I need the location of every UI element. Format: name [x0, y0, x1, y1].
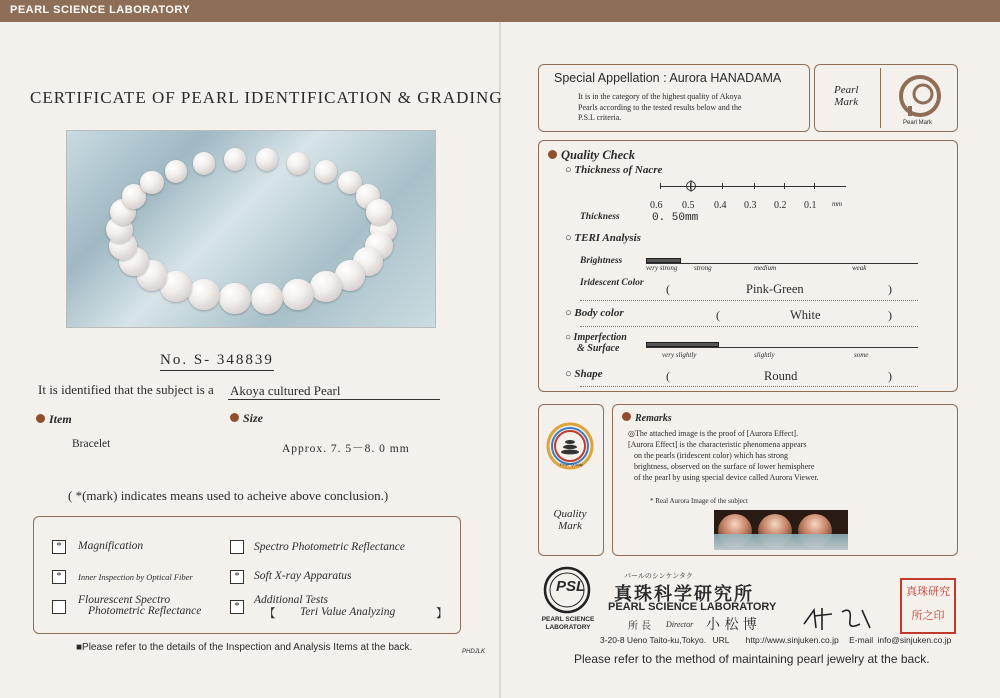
- footnote: ■Please refer to the details of the Inspection and Analysis Items at the back.: [76, 642, 413, 653]
- nacre-tick-label: 0.3: [744, 200, 757, 211]
- certificate-title: CERTIFICATE OF PEARL IDENTIFICATION & GRADING: [30, 88, 503, 107]
- flourescent-checkbox: [52, 600, 66, 614]
- bullet-icon: [230, 413, 239, 422]
- spectro-label: Spectro Photometric Reflectance: [254, 541, 405, 553]
- brightness-fill: [646, 258, 681, 263]
- spectro-checkbox: [230, 540, 244, 554]
- imperfection-label: ○ Imperfection & Surface: [565, 332, 627, 354]
- pearl-mark-caption: Pearl Mark: [903, 120, 933, 126]
- director-label: Director: [666, 620, 694, 629]
- body-color-label-text: Body color: [574, 307, 624, 319]
- pearl-mark-label-1: Pearl: [834, 84, 859, 96]
- identified-label: It is identified that the subject is a: [38, 382, 214, 397]
- appellation-title: Special Appellation : Aurora HANADAMA: [554, 71, 782, 85]
- remarks-line: brightness, observed on the surface of lower hemisphere: [634, 462, 815, 471]
- lab-name-en: PEARL SCIENCE LABORATORY: [608, 601, 777, 613]
- shape-close: ): [888, 369, 892, 383]
- serial-number: No. S- 348839: [160, 352, 274, 371]
- xray-checkbox: *: [230, 570, 244, 584]
- director-jp: 所 長: [628, 621, 652, 632]
- brightness-scale-label: strong: [694, 264, 712, 272]
- nacre-label: ○ Thickness of Nacre: [565, 164, 663, 176]
- shape-label: ○ Shape: [565, 368, 603, 380]
- brightness-label: Brightness: [580, 256, 623, 266]
- lab-furigana: パールのシンケンタク: [624, 572, 693, 580]
- flourescent-label-2: Photometric Reflectance: [88, 605, 202, 617]
- pearl-bead: [282, 279, 314, 311]
- lab-url[interactable]: http://www.sinjuken.co.jp: [745, 635, 839, 645]
- remarks-text: [628, 428, 819, 483]
- imperfection-scale-label: some: [854, 351, 869, 359]
- size-heading: Size: [230, 409, 263, 427]
- director-name: 小 松 博: [706, 617, 757, 633]
- aurora-image-caption: * Real Aurora Image of the subject: [650, 497, 748, 505]
- brightness-scale-label: medium: [754, 264, 777, 272]
- remarks-line: on the pearls (iridescent color) which has strong: [634, 451, 788, 460]
- pearl-mark-divider: [880, 68, 881, 128]
- bullet-icon: [36, 414, 45, 423]
- pearl-bead: [219, 283, 251, 315]
- signature: [800, 602, 880, 632]
- pearl-bead: [366, 199, 392, 225]
- pearl-bead: [310, 271, 341, 302]
- magnification-label: Magnification: [78, 540, 144, 552]
- imperfection-bar: [646, 342, 918, 348]
- nacre-unit: mm: [832, 200, 843, 208]
- lab-address: 3-20-8 Ueno Taito-ku,Tokyo.: [600, 635, 707, 645]
- pearl-bead: [251, 283, 283, 315]
- brightness-scale-label: weak: [852, 264, 867, 272]
- body-color-open: (: [716, 308, 720, 322]
- teri-label-text: TERI Analysis: [574, 232, 641, 244]
- bullet-icon: [548, 150, 557, 159]
- body-color-close: ): [888, 308, 892, 322]
- identified-value: Akoya cultured Pearl: [228, 383, 440, 400]
- nacre-tick-label: 0.5: [682, 200, 695, 211]
- remarks-line: [Aurora Effect] is the characteristic phenomena appears: [628, 440, 807, 449]
- imperfection-label-2: & Surface: [577, 343, 620, 354]
- pearl-bracelet-photo: [66, 130, 436, 328]
- pearl-bead: [193, 152, 215, 174]
- divider: [580, 326, 918, 328]
- form-code: PHDJLK: [462, 649, 486, 655]
- brightness-bar: [646, 258, 918, 264]
- nacre-tick-label: 0.1: [804, 200, 817, 211]
- quality-mark-label-2: Mark: [558, 520, 582, 532]
- lab-contact: [600, 635, 951, 645]
- body-color-label: ○ Body color: [565, 307, 624, 319]
- pearl-mark-label: [834, 84, 858, 108]
- header-title: PEARL SCIENCE LABORATORY: [10, 4, 191, 16]
- remarks-line: ◎The attached image is the proof of [Aurora Effect].: [628, 429, 799, 438]
- xray-label: Soft X-ray Apparatus: [254, 570, 352, 582]
- pearl-bead: [287, 152, 309, 174]
- pearl-bead: [165, 160, 188, 183]
- additional-close-bracket: 】: [436, 608, 448, 620]
- imperfection-fill: [646, 342, 719, 347]
- remarks-heading: Remarks: [622, 408, 672, 426]
- bullet-icon: [622, 412, 631, 421]
- pearl-bead: [140, 171, 164, 195]
- psl-caption-1: PEARL SCIENCE: [541, 616, 595, 623]
- pearl-mark-label-2: Mark: [834, 96, 859, 108]
- iridescent-label: Iridescent Color: [580, 278, 644, 288]
- thickness-value: 0. 50mm: [652, 212, 699, 224]
- appellation-desc: [578, 92, 742, 124]
- brightness-scale-label: very strong: [646, 264, 678, 272]
- teri-label: ○ TERI Analysis: [565, 232, 641, 244]
- size-value: Approx. 7. 5－8. 0 mm: [282, 443, 410, 455]
- psl-logo-text: PSL: [556, 578, 586, 595]
- item-heading: Item: [36, 410, 72, 428]
- psl-caption-2: LABORATORY: [545, 624, 591, 631]
- thickness-label: Thickness: [580, 212, 620, 222]
- psl-logo-caption: [534, 616, 602, 632]
- nacre-label-text: Thickness of Nacre: [574, 164, 663, 176]
- iridescent-close: ): [888, 282, 892, 296]
- appellation-desc-1: It is in the category of the highest quality of Akoya: [578, 92, 742, 101]
- magnification-checkbox: *: [52, 540, 66, 554]
- nacre-marker-icon: [685, 180, 697, 192]
- remarks-line: of the pearl by using special device called Aurora Viewer.: [634, 473, 819, 482]
- shape-open: (: [666, 369, 670, 383]
- additional-value: Teri Value Analyzing: [300, 606, 396, 618]
- email-label: E-mail: [849, 635, 874, 645]
- additional-label: Additional Tests: [254, 594, 329, 606]
- quality-mark-label-1: Quality: [553, 508, 587, 520]
- appellation-desc-2: Pearls according to the tested results below and the: [578, 102, 742, 112]
- pearl-bead: [256, 148, 278, 170]
- lab-name-jp: 真珠科学研究所: [614, 584, 754, 605]
- imperfection-label-1: Imperfection: [573, 332, 627, 343]
- pearl-bead: [188, 279, 220, 311]
- additional-checkbox: *: [230, 600, 244, 614]
- divider: [580, 386, 918, 388]
- flourescent-label-1: Flourescent Spectro: [78, 594, 171, 606]
- bottom-note: Please refer to the method of maintaining pearl jewelry at the back.: [574, 652, 930, 666]
- imperfection-scale-label: very slightly: [662, 351, 697, 359]
- url-label: URL: [712, 635, 730, 645]
- shape-value: Round: [764, 369, 798, 383]
- pearl-bead: [224, 148, 246, 170]
- inner-inspection-checkbox: *: [52, 570, 66, 584]
- imperfection-scale-label: slightly: [754, 351, 775, 359]
- mark-note: ( *(mark) indicates means used to acheive above conclusion.): [68, 488, 389, 503]
- quality-check-box: [538, 140, 958, 392]
- additional-open-bracket: 【: [264, 608, 276, 620]
- lab-email[interactable]: info@sinjuken.co.jp: [877, 635, 952, 645]
- pearl-quality-caption: Pearl Quality: [560, 462, 583, 467]
- pearl-bead: [315, 160, 338, 183]
- item-value: Bracelet: [72, 438, 111, 450]
- aurora-image: [714, 510, 848, 550]
- official-seal: 真珠研究所之印: [900, 578, 956, 634]
- page-fold: [499, 22, 501, 698]
- pearl-mark-icon: [896, 72, 948, 122]
- nacre-tick-label: 0.6: [650, 200, 663, 211]
- appellation-desc-3: P.S.L criteria.: [578, 113, 622, 122]
- nacre-tick-label: 0.4: [714, 200, 727, 211]
- body-color-value: White: [790, 308, 821, 322]
- quality-mark-label: [548, 508, 592, 532]
- inner-inspection-label: Inner Inspection by Optical Fiber: [78, 572, 193, 582]
- shape-label-text: Shape: [574, 368, 603, 380]
- divider: [580, 300, 918, 302]
- iridescent-value: Pink-Green: [746, 282, 804, 296]
- iridescent-open: (: [666, 282, 670, 296]
- quality-check-heading: Quality Check: [548, 146, 635, 164]
- nacre-tick-label: 0.2: [774, 200, 787, 211]
